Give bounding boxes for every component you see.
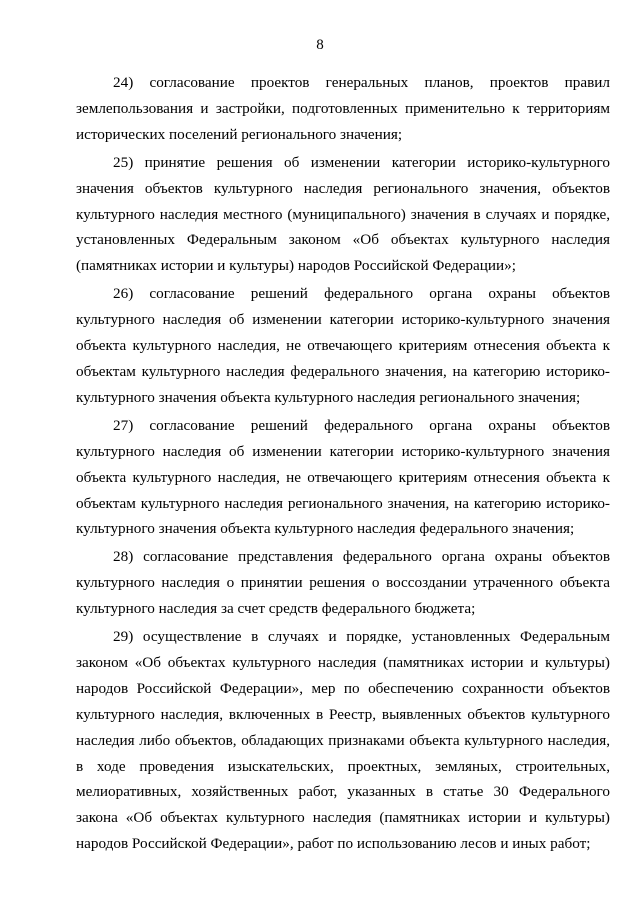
text-line: культурного наследия за счет средств федерального бюджета; xyxy=(76,600,476,618)
text-line: культурного наследия, включенных в Реестр, выявленных объектов культурного xyxy=(76,705,610,723)
text-line: в ходе проведения изыскательских, проектных, земляных, строительных, xyxy=(76,757,610,775)
paragraph-item-26 xyxy=(76,281,610,411)
text-line: значения объектов культурного наследия регионального значения, объектов xyxy=(76,179,610,197)
text-line: культурного наследия об изменении категории историко-культурного значения xyxy=(76,442,610,460)
text-line: 26) согласование решений федерального органа охраны объектов xyxy=(113,285,610,303)
text-line: (памятниках истории и культуры) народов Российской Федерации»; xyxy=(76,257,516,275)
text-line: землепользования и застройки, подготовленных применительно к территориям xyxy=(76,99,610,117)
text-line: установленных Федеральным законом «Об объектах культурного наследия xyxy=(76,231,610,249)
text-line: исторических поселений регионального значения; xyxy=(76,125,403,143)
text-line: 28) согласование представления федерального органа охраны объектов xyxy=(113,548,610,566)
text-line: 29) осуществление в случаях и порядке, установленных Федеральным xyxy=(113,628,610,646)
document-body xyxy=(76,70,610,859)
text-line: культурного наследия об изменении категории историко-культурного значения xyxy=(76,311,610,329)
text-line: народов Российской Федерации», работ по использованию лесов и иных работ; xyxy=(76,835,591,853)
paragraph-item-27 xyxy=(76,413,610,543)
paragraph-item-28 xyxy=(76,544,610,622)
text-line: объектам культурного наследия регионального значения, на категорию историко- xyxy=(76,494,610,512)
paragraph-item-24 xyxy=(76,70,610,148)
text-line: народов Российской Федерации», мер по обеспечению сохранности объектов xyxy=(76,679,610,697)
text-line: объектам культурного наследия федерального значения, на категорию историко- xyxy=(76,362,610,380)
text-line: закона «Об объектах культурного наследия (памятниках истории и культуры) xyxy=(76,809,610,827)
text-line: 25) принятие решения об изменении категории историко-культурного xyxy=(113,153,610,171)
text-line: культурного значения объекта культурного наследия федерального значения; xyxy=(76,520,575,538)
text-line: объекта культурного наследия, не отвечающего критериям отнесения объекта к xyxy=(76,468,610,486)
text-line: наследия либо объектов, обладающих признаками объекта культурного наследия, xyxy=(76,731,610,749)
text-line: культурного значения объекта культурного наследия регионального значения; xyxy=(76,388,581,406)
text-line: мелиоративных, хозяйственных работ, указанных в статье 30 Федерального xyxy=(76,783,610,801)
text-line: 27) согласование решений федерального органа охраны объектов xyxy=(113,416,610,434)
text-line: культурного наследия о принятии решения о воссоздании утраченного объекта xyxy=(76,574,610,592)
text-line: культурного наследия местного (муниципального) значения в случаях и порядке, xyxy=(76,205,610,223)
text-line: 24) согласование проектов генеральных планов, проектов правил xyxy=(113,74,610,91)
text-line: законом «Об объектах культурного наследия (памятниках истории и культуры) xyxy=(76,653,610,671)
paragraph-item-29 xyxy=(76,624,610,857)
text-line: объекта культурного наследия, не отвечающего критериям отнесения объекта к xyxy=(76,337,610,355)
paragraph-item-25 xyxy=(76,150,610,280)
page-number: 8 xyxy=(316,37,324,53)
